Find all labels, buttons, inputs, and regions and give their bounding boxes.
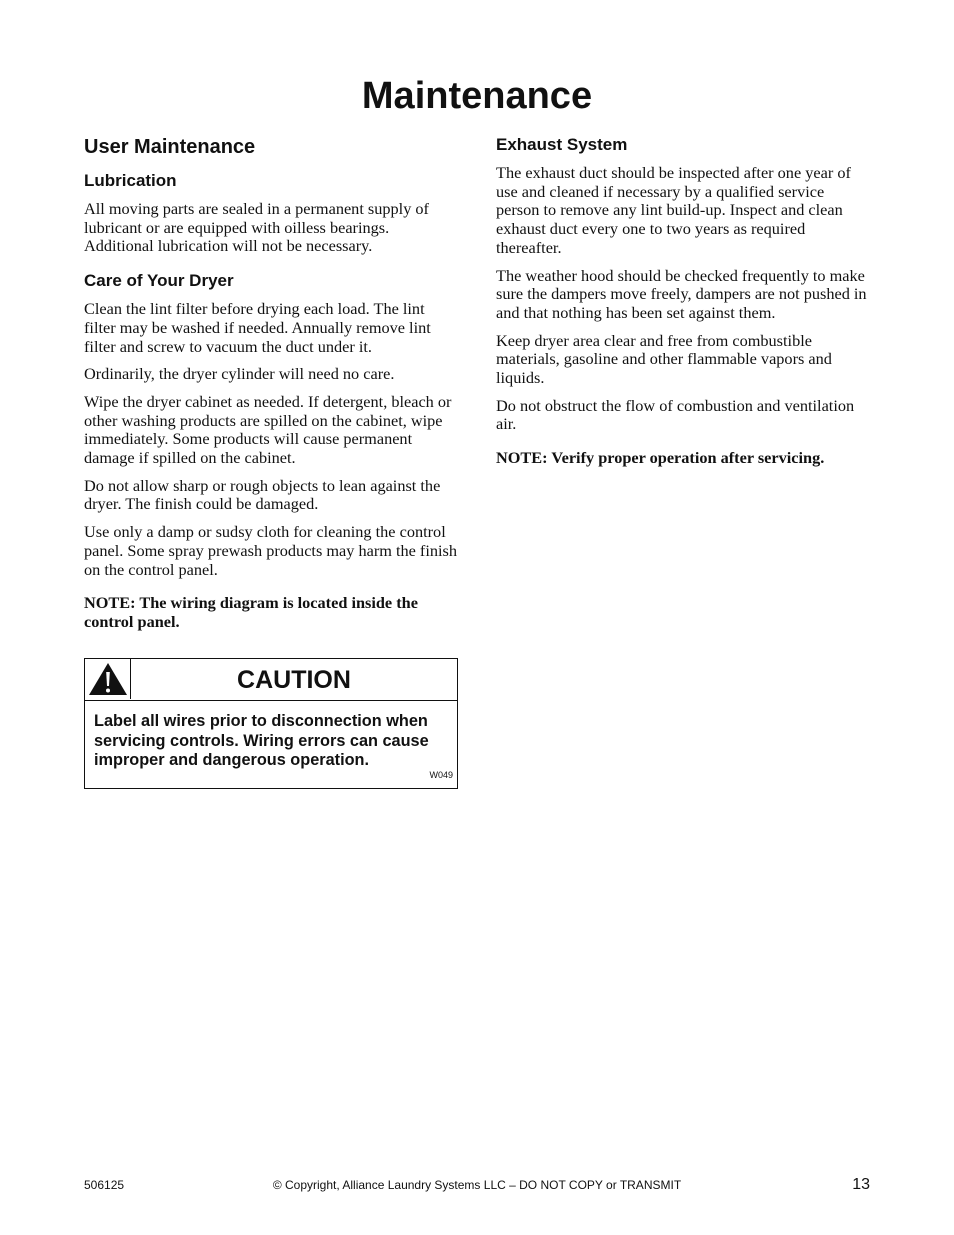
footer-page-number: 13 xyxy=(852,1176,870,1193)
page-title: Maintenance xyxy=(361,75,593,117)
lubrication-paragraph: All moving parts are sealed in a permanent supply of lubricant or are equipped with oilless bearings. Additional lubrication will not be necessary. xyxy=(84,199,429,256)
caution-box xyxy=(84,658,458,789)
exhaust-paragraph: Do not obstruct the flow of combustion and ventilation air. xyxy=(496,395,855,434)
left-column xyxy=(84,134,460,631)
care-paragraph: Wipe the dryer cabinet as needed. If detergent, bleach or other washing products are spilled on the cabinet, wipe immediately. Some products will cause permanent damage if spilled on the cabinet. xyxy=(84,391,452,468)
caution-icon-cell xyxy=(85,659,131,699)
caution-code: W049 xyxy=(429,770,453,780)
note-verify-operation: NOTE: Verify proper operation after servicing. xyxy=(496,448,825,468)
care-paragraph: Use only a damp or sudsy cloth for cleaning the control panel. Some spray prewash products may harm the finish on the control panel. xyxy=(84,522,458,579)
warning-triangle-icon xyxy=(88,662,128,696)
footer-copyright: © Copyright, Alliance Laundry Systems LLC – DO NOT COPY or TRANSMIT xyxy=(272,1178,682,1192)
footer-doc-number: 506125 xyxy=(84,1178,125,1192)
heading-lubrication: Lubrication xyxy=(84,171,177,190)
care-paragraph: Ordinarily, the dryer cylinder will need no care. xyxy=(84,364,395,384)
heading-care-of-dryer: Care of Your Dryer xyxy=(84,271,234,291)
exhaust-paragraph: The weather hood should be checked frequently to make sure the dampers move freely, dampers are not pushed in and that nothing has been set against them. xyxy=(496,265,867,322)
note-wiring-diagram: NOTE: The wiring diagram is located inside the control panel. xyxy=(84,593,418,632)
care-paragraph: Do not allow sharp or rough objects to lean against the dryer. The finish could be damaged. xyxy=(84,475,441,514)
caution-label: CAUTION xyxy=(237,666,351,694)
section-title-user-maintenance: User Maintenance xyxy=(84,136,256,158)
caution-header xyxy=(85,659,457,701)
right-column xyxy=(496,134,870,467)
caution-text: Label all wires prior to disconnection when servicing controls. Wiring errors can cause improper and dangerous operation. xyxy=(94,712,429,769)
care-paragraph: Clean the lint filter before drying each load. The lint filter may be washed if needed. Annually remove lint filter and screw to vacuum the duct under it. xyxy=(84,299,431,356)
exhaust-paragraph: Keep dryer area clear and free from combustible materials, gasoline and other flammable vapors and liquids. xyxy=(496,330,832,388)
exhaust-paragraph: The exhaust duct should be inspected after one year of use and cleaned if necessary by a qualified service person to remove any lint build-up. Inspect and clean exhaust duct every one to two years as required thereafter. xyxy=(496,163,851,257)
heading-exhaust-system: Exhaust System xyxy=(496,135,628,154)
